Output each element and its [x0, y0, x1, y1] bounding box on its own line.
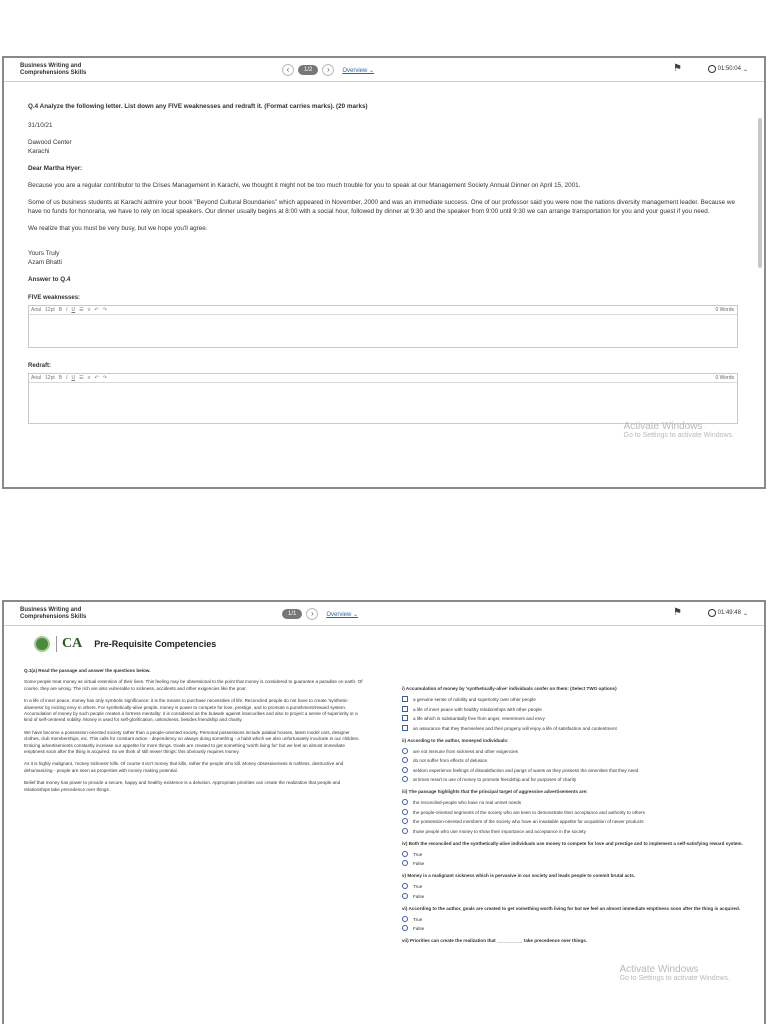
radio[interactable]	[402, 818, 408, 824]
checkbox[interactable]	[402, 725, 408, 731]
italic-icon[interactable]: I	[66, 307, 68, 313]
exam-topbar	[4, 602, 764, 626]
redo-icon[interactable]: ↷	[102, 307, 107, 313]
scrollbar[interactable]	[758, 118, 762, 268]
passage-paragraph: In a life of inner peace, money has only symbolic significance: it is the means to purchase necessities of life. Reconciled people do not have to create 'synthetic-aliveness' by inciting envy in others. For synthetically-alive people, money is power to compete for love, prestige, and to promote a punishment/reward system. Accumulation of money by such people creates a fortress mentality: it is considered as the bulwark against insecurities and also to project a sense of superiority or a kind of self-centered nobility. Money is used for self-glorification, unkindness, besides friendship and charity.	[24, 698, 358, 723]
radio[interactable]	[402, 851, 408, 857]
option-label: the people-oriented segments of the society who are keen to demonstrate their acceptance and authority to others	[413, 809, 645, 815]
option-radio[interactable]	[402, 749, 744, 755]
align-icon[interactable]: ≡	[87, 307, 91, 313]
font-select[interactable]: Arial	[31, 375, 42, 381]
radio[interactable]	[402, 916, 408, 922]
redraft-textarea[interactable]	[29, 383, 737, 423]
editor-label-weaknesses: FIVE weaknesses:	[28, 295, 81, 301]
radio[interactable]	[402, 809, 408, 815]
option-label: a life which is substantially free from anger, resentment and envy	[413, 716, 545, 721]
undo-icon[interactable]: ↶	[94, 375, 99, 381]
option-radio[interactable]	[402, 852, 744, 858]
word-count: 0 Words	[715, 307, 734, 313]
option-label: seldom experience feelings of dissatisfaction and pangs of wants as they possess the amenities that they need	[413, 767, 639, 773]
undo-icon[interactable]: ↶	[94, 307, 99, 313]
checkbox[interactable]	[402, 696, 408, 702]
option-label: an assurance that they themselves and their progeny will enjoy a life of satisfaction and contentment	[413, 725, 617, 731]
option-label: False	[413, 893, 425, 899]
redraft-editor[interactable]	[28, 373, 738, 424]
overview-label: Overview	[326, 611, 352, 618]
option-label: do not suffer from effects of delusion	[413, 758, 488, 763]
option-radio[interactable]	[402, 884, 744, 890]
exam-window-2	[2, 600, 766, 1024]
passage-column	[24, 668, 364, 799]
flag-icon[interactable]: ⚑	[673, 63, 682, 74]
next-arrow-icon[interactable]: ›	[306, 608, 318, 620]
question-v: v) Money is a malignant sickness which is pervasive in our society and leads people to commit brutal acts.	[402, 873, 636, 878]
question-ii: ii) According to the author, moneyed individuals:	[402, 737, 509, 743]
option-label: the reconciled-people who have no real unmet needs	[413, 800, 522, 805]
passage-paragraph: Belief that money has power to provide a secure, happy and healthy existence is a delusion. Appropriate priorities can create the realization that people and relationships take precedence over things.	[24, 780, 341, 792]
option-radio[interactable]	[402, 829, 744, 835]
overview-link[interactable]: Overview ⌄	[326, 611, 359, 618]
option-label: are not immune from sickness and other exigencies	[413, 748, 518, 754]
question-iii: iii) The passage highlights that the principal target of aggressive advertisements are:	[402, 789, 588, 794]
timer-value: 01:49:48	[717, 610, 741, 616]
list-icon[interactable]: ☰	[79, 307, 84, 313]
letter-paragraph-3: We realize that you must be very busy, but we hope you'll agree.	[28, 225, 208, 232]
option-radio[interactable]	[402, 819, 744, 825]
radio[interactable]	[402, 925, 408, 931]
timer-value: 01:50:04	[717, 66, 741, 72]
activate-windows-watermark	[620, 964, 731, 982]
question-iv: iv) Both the reconciled and the synthetically-alive individuals use money to compete for love and prestige and to implement a self-satisfying reward system.	[402, 840, 743, 846]
option-radio[interactable]	[402, 800, 744, 806]
clock-icon	[708, 65, 716, 73]
question-text: Q.4 Analyze the following letter. List down any FIVE weaknesses and redraft it. (Format carries marks). (20 marks)	[28, 103, 368, 110]
exam-timer[interactable]: 01:50:04 ⌄	[708, 65, 748, 73]
checkbox[interactable]	[402, 706, 408, 712]
passage-paragraph: As it is highly malignant, 'money sickness' kills. Of course it isn't money that kills, rather the people who kill. Money obsessiveness is ruthless, destructive and dehumanizing - people are seen as properties with money making potential.	[24, 761, 344, 773]
next-arrow-icon[interactable]: ›	[322, 64, 334, 76]
option-checkbox[interactable]	[402, 726, 744, 732]
activate-windows-title: Activate Windows	[623, 421, 703, 432]
option-radio[interactable]	[402, 894, 744, 900]
weaknesses-editor[interactable]	[28, 305, 738, 348]
italic-icon[interactable]: I	[66, 375, 68, 381]
option-radio[interactable]	[402, 810, 744, 816]
page-title: Pre-Requisite Competencies	[94, 639, 217, 649]
ca-logo: CA	[56, 636, 82, 652]
header-branding	[34, 636, 216, 652]
letter-date: 31/10/21	[28, 122, 53, 129]
option-label: a life of inner peace with healthy relationships with other people	[413, 706, 542, 712]
question-navigator	[282, 64, 374, 76]
radio[interactable]	[402, 799, 408, 805]
letter-signer: Azam Bhatti	[28, 259, 62, 266]
letter-closing: Yours Truly	[28, 250, 60, 257]
option-label: True	[413, 851, 423, 857]
course-title: Business Writing and Comprehensions Skills	[20, 607, 87, 620]
size-select[interactable]: 12pt	[45, 375, 55, 381]
exam-window-1	[2, 56, 766, 489]
radio[interactable]	[402, 748, 408, 754]
redo-icon[interactable]: ↷	[102, 375, 107, 381]
radio[interactable]	[402, 776, 408, 782]
activate-windows-subtitle: Go to Settings to activate Windows.	[623, 432, 734, 439]
option-radio[interactable]	[402, 777, 744, 783]
option-label: True	[413, 916, 423, 922]
question-vii: vii) Priorities can create the realization that __________ take precedence over things.	[402, 938, 588, 943]
editor-label-redraft: Redraft:	[28, 363, 52, 369]
option-label: True	[413, 884, 423, 889]
option-label: False	[413, 926, 425, 931]
page-indicator: 1/2	[298, 65, 318, 75]
align-icon[interactable]: ≡	[87, 375, 91, 381]
letter-paragraph-1: Because you are a regular contributor to the Crises Management in Karachi, we thought it might not be too much trouble for you to speak at our Management Society Annual Dinner on April 15, 2001.	[28, 182, 581, 189]
option-checkbox[interactable]	[402, 697, 744, 703]
question-i: i) Accumulation of money by 'synthetically-alive' individuals confer on them: (Select TWO options)	[402, 686, 617, 691]
option-radio[interactable]	[402, 926, 744, 932]
flag-icon[interactable]: ⚑	[673, 607, 682, 618]
option-checkbox[interactable]	[402, 716, 744, 722]
passage-paragraph: Some people treat money as virtual extension of their lives. This feeling may be obsessional to the point that money is considered to guarantee a paradise on earth. Of course, they are wrong. The rich are also vulnerable to sickness, accidents and other exigencies like the poor.	[24, 679, 363, 691]
radio[interactable]	[402, 757, 408, 763]
institute-seal-logo	[34, 636, 50, 652]
option-radio[interactable]	[402, 768, 744, 774]
underline-icon[interactable]: U	[71, 307, 76, 313]
letter-paragraph-2: Some of us business students at Karachi admire your book "Beyond Cultural Boundaries" which appeared in November, 2000 and was an immediate success. One of our professor said you were now the nations diversity management leader. Because we have no funds for honoraria, we have to rely on local speakers. Our dinner usually begins at 8:00 with a social hour, followed by dinner at 9:30 and the speaker from 9:00 until 9:30 we can arrange transportation for you and your guest if you need.	[28, 199, 735, 215]
list-icon[interactable]: ☰	[79, 375, 84, 381]
option-radio[interactable]	[402, 758, 744, 764]
bold-icon[interactable]: B	[58, 375, 63, 381]
radio[interactable]	[402, 828, 408, 834]
option-label: those people who use money to show their importance and acceptance in the society	[413, 828, 586, 834]
question-text: Q.1(a) Read the passage and answer the questions below.	[24, 668, 151, 673]
letter-salutation: Dear Martha Hyer:	[28, 165, 83, 172]
activate-windows-title: Activate Windows	[619, 964, 699, 975]
question-navigator	[282, 608, 358, 620]
radio[interactable]	[402, 767, 408, 773]
overview-label: Overview	[342, 67, 368, 74]
letter-address-line-1: Dawood Center	[28, 139, 72, 146]
option-label: False	[413, 861, 425, 866]
checkbox[interactable]	[402, 715, 408, 721]
questions-column	[402, 686, 744, 949]
option-label: at times resort to use of money to promote friendship and for purposes of charity	[413, 777, 577, 782]
underline-icon[interactable]: U	[71, 375, 76, 381]
size-select[interactable]: 12pt	[45, 307, 55, 313]
question-vi: vi) According to the author, goals are created to get something worth living for but we feel an almost immediate emptiness soon after the thing is acquired.	[402, 905, 741, 911]
question-content	[4, 82, 764, 439]
option-checkbox[interactable]	[402, 707, 744, 713]
editor-toolbar	[29, 374, 737, 383]
radio[interactable]	[402, 893, 408, 899]
editor-toolbar	[29, 306, 737, 315]
page-indicator: 1/1	[282, 609, 302, 619]
option-radio[interactable]	[402, 861, 744, 867]
option-label: a genuine sense of nobility and superiority over other people	[413, 697, 536, 702]
passage-paragraph: We have become a possession-oriented society rather than a people-oriented society. Personal possessions include palatial houses, latest model cars, designer clothes, club memberships, etc. This calls for constant action - dependency on always doing something - a habit which we also unfortunately inculcate in our children. Enticing advertisements constantly increase our appetite for more things. Goals are created to get something 'worth living for' but we feel an almost immediate emptiness soon after the thing is acquired. So we think of still newer things: this obviously requires money.	[24, 729, 360, 755]
activate-windows-watermark	[624, 422, 735, 440]
clock-icon	[708, 609, 716, 617]
bold-icon[interactable]: B	[58, 307, 63, 313]
radio[interactable]	[402, 883, 408, 889]
radio[interactable]	[402, 860, 408, 866]
exam-timer[interactable]: 01:49:48 ⌄	[708, 609, 748, 617]
option-radio[interactable]	[402, 917, 744, 923]
answer-heading: Answer to Q.4	[28, 276, 71, 283]
course-title: Business Writing and Comprehensions Skills	[20, 63, 87, 76]
option-label: the possession-oriented members of the society who have an insatiable appetite for acquisition of newer products	[413, 819, 644, 824]
prev-arrow-icon[interactable]: ‹	[282, 64, 294, 76]
exam-topbar	[4, 58, 764, 82]
activate-windows-subtitle: Go to Settings to activate Windows.	[619, 975, 730, 982]
overview-link[interactable]: Overview ⌄	[342, 67, 375, 74]
letter-address-line-2: Karachi	[28, 148, 50, 155]
word-count: 0 Words	[715, 375, 734, 381]
font-select[interactable]: Arial	[31, 307, 42, 313]
weaknesses-textarea[interactable]	[29, 315, 737, 347]
